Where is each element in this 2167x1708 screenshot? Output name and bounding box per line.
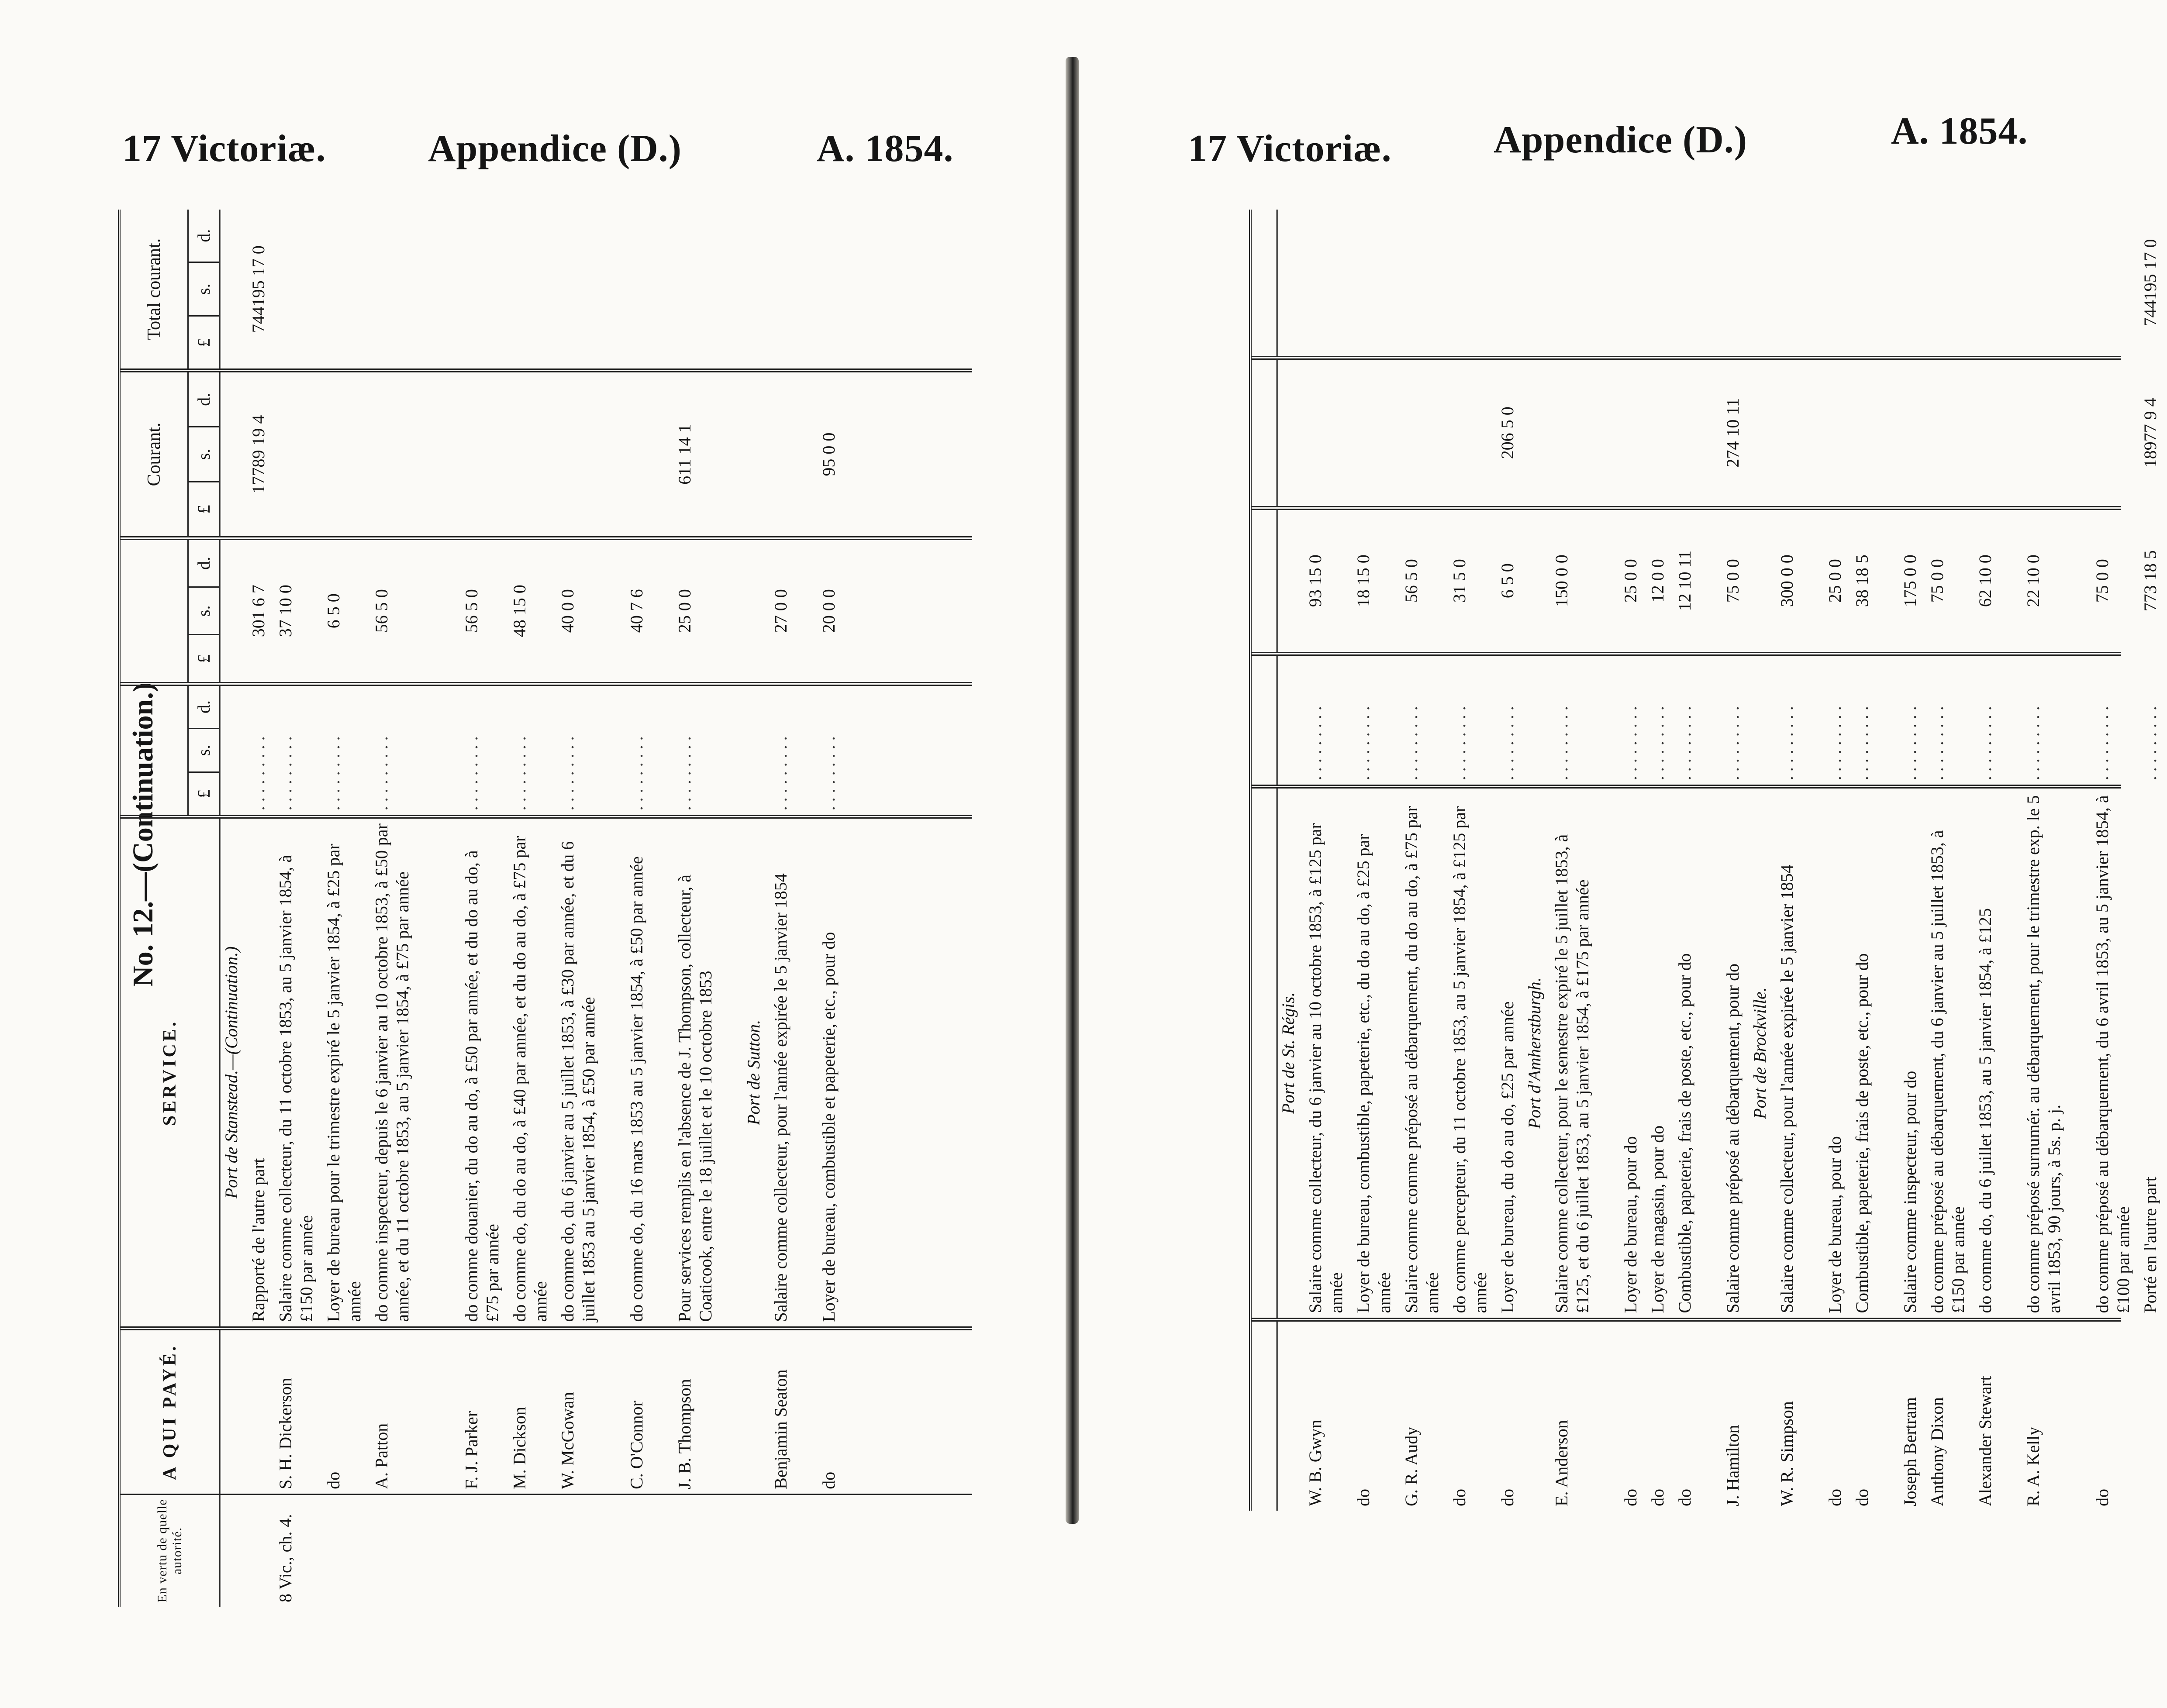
total-cell	[1852, 210, 1900, 356]
payee-cell: J. B. Thompson	[675, 1379, 694, 1489]
courant-cell	[1825, 360, 1852, 506]
blank-lsd-column	[121, 682, 972, 815]
payee-cell: W. B. Gwyn	[1305, 1419, 1325, 1506]
total-cell	[1401, 210, 1449, 356]
total-cell	[1278, 210, 1305, 356]
courant-cell	[1524, 360, 1551, 506]
header-appendix: Appendice (D.)	[1494, 119, 1748, 161]
amount-cell: 75 0 0	[2092, 559, 2112, 603]
service-cell: do comme do, du 16 mars 1853 au 5 janvier 1854, à £50 par année	[627, 856, 646, 1322]
service-cell: Salaire comme comme préposé au débarquement, du do au do, à £75 par année	[1401, 806, 1442, 1313]
courant-cell	[743, 372, 770, 536]
payee-cell: E. Anderson	[1552, 1420, 1571, 1506]
service-header: SERVICE.	[121, 819, 221, 1326]
total-cell	[1449, 210, 1497, 356]
service-cell: Pour services remplis en l'absence de J. Thompson, collecteur, à Coaticook, entre le 18 juillet et le 10 octobre 1853	[675, 875, 715, 1322]
courant-cell	[371, 372, 461, 536]
service-column	[121, 815, 972, 1326]
service-cell: Combustible, papeterie, frais de poste, etc., pour do	[1675, 953, 1694, 1313]
amount-cell: 56 5 0	[462, 589, 481, 633]
pence-unit: d.	[194, 556, 214, 570]
amount-cell: 93 15 0	[1305, 554, 1325, 607]
amount-cell: 301 6 7	[248, 585, 268, 637]
total-cell: 744195 17 0	[248, 245, 268, 333]
total-cell	[557, 210, 626, 368]
amount-cell: 773 18 5	[2140, 550, 2160, 612]
amount-cell: 40 7 6	[627, 589, 646, 633]
courant-cell	[1353, 360, 1401, 506]
total-cell	[770, 210, 818, 368]
total-cell	[461, 210, 509, 368]
blank-amount-cell	[1278, 656, 1305, 785]
amount-cell: 25 0 0	[675, 589, 694, 633]
service-cell: Loyer de bureau, combustible, papeterie, etc., du do au do, à £25 par année	[1353, 834, 1394, 1313]
pence-unit: d.	[194, 229, 214, 242]
payee-cell: C. O'Connor	[627, 1401, 646, 1489]
payee-cell: Benjamin Seaton	[771, 1369, 790, 1489]
service-cell: Salaire comme collecteur, pour l'année expirée le 5 janvier 1854	[1777, 864, 1797, 1313]
blank-amount-cell: . . . . . . . . .	[1723, 706, 1743, 781]
service-cell: Salaire comme inspecteur, pour do	[1900, 1071, 1920, 1313]
total-cell: 744195 17 0	[2140, 239, 2160, 327]
courant-cell	[557, 372, 626, 536]
pound-unit: £	[189, 771, 219, 815]
blank-amount-cell: . . . . . . . . .	[510, 736, 529, 811]
payee-cell	[2140, 1322, 2167, 1511]
payee-cell: S. H. Dickerson	[276, 1377, 295, 1489]
service-cell: Combustible, papeterie, frais de poste, etc., pour do	[1852, 953, 1872, 1313]
blank-amount-cell	[743, 686, 770, 815]
shilling-unit: s.	[189, 728, 219, 771]
amount-cell: 20 0 0	[819, 589, 839, 633]
amount-cell: 175 0 0	[1900, 554, 1920, 607]
blank-amount-cell	[1524, 656, 1551, 785]
payee-cell: Joseph Bertram	[1900, 1397, 1920, 1506]
blank-amount-cell: . . . . . . . . .	[1927, 706, 1947, 781]
payee-cell: G. R. Audy	[1401, 1426, 1421, 1506]
header-session: 17 Victoriæ.	[122, 127, 326, 170]
courant-column	[1252, 356, 2160, 506]
total-cell	[1722, 210, 1749, 356]
courant-cell	[2092, 360, 2140, 506]
payee-cell	[248, 1330, 275, 1494]
courant-cell	[1975, 360, 2023, 506]
courant-cell: 206 5 0	[1498, 406, 1517, 459]
total-cell	[1353, 210, 1401, 356]
payee-cell: W. McGowan	[558, 1391, 577, 1489]
service-cell: Loyer de bureau, pour do	[1621, 1136, 1640, 1313]
authority-cell	[818, 1495, 866, 1607]
authority-cell	[323, 1495, 371, 1607]
blank-lsd-column	[1252, 652, 2160, 785]
blank-amount-cell: . . . . . . . . .	[819, 736, 839, 811]
total-cell	[2092, 210, 2140, 356]
amount-column	[1252, 506, 2160, 652]
payee-cell: R. A. Kelly	[2023, 1426, 2043, 1506]
service-cell: do comme préposé au débarquement, du 6 janvier au 5 juillet 1853, à £150 par année	[1927, 830, 1968, 1313]
service-cell: Rapporté de l'autre part	[248, 1158, 268, 1322]
total-cell	[674, 210, 743, 368]
amount-cell	[743, 540, 770, 682]
amount-cell: 75 0 0	[1723, 559, 1743, 603]
service-cell: do comme do, du do au do, à £40 par année, et du do au do, à £75 par année	[510, 836, 550, 1322]
total-cell	[509, 210, 557, 368]
authority-cell	[557, 1495, 626, 1607]
courant-cell	[1852, 360, 1900, 506]
payee-cell: A. Patton	[372, 1423, 391, 1489]
payee-cell: J. Hamilton	[1723, 1425, 1743, 1506]
blank-amount-cell: . . . . . . . . .	[276, 736, 295, 811]
total-cell	[1620, 210, 1647, 356]
amount-cell: 150 0 0	[1552, 554, 1571, 607]
payee-cell: do	[324, 1471, 343, 1489]
blank-amount-cell: . . . . . . . . .	[1353, 706, 1373, 781]
amount-cell: 27 0 0	[771, 589, 790, 633]
authority-header: En vertu de quelle autorité.	[121, 1495, 221, 1607]
total-cell	[818, 210, 866, 368]
courant-cell	[461, 372, 509, 536]
total-cell	[275, 210, 323, 368]
header-session: 17 Victoriæ.	[1188, 127, 1392, 170]
shilling-unit: s.	[189, 586, 219, 634]
courant-cell	[1401, 360, 1449, 506]
amount-cell: 75 0 0	[1927, 559, 1947, 603]
header-appendix: Appendice (D.)	[428, 127, 682, 170]
payee-cell	[1749, 1322, 1777, 1511]
total-cell	[1777, 210, 1825, 356]
courant-column	[121, 368, 972, 536]
service-cell: do comme do, du 6 juillet 1853, au 5 janvier 1854, à £125	[1975, 908, 1995, 1313]
blank-amount-cell: . . . . . . . . .	[2023, 706, 2043, 781]
total-cell	[371, 210, 461, 368]
amount-cell: 56 5 0	[372, 589, 391, 633]
amount-cell: 31 5 0	[1449, 559, 1469, 603]
authority-cell	[626, 1495, 674, 1607]
payee-cell: do	[1825, 1489, 1845, 1506]
courant-cell	[626, 372, 674, 536]
amount-cell: 62 10 0	[1975, 554, 1995, 607]
port-heading: Port d'Amherstburgh.	[1525, 977, 1544, 1129]
total-cell	[1927, 210, 1975, 356]
payee-cell: do	[2092, 1489, 2112, 1506]
blank-amount-cell: . . . . . . . . .	[1975, 706, 1995, 781]
total-cell	[1825, 210, 1852, 356]
blank-amount-cell: . . . . . . . . .	[1552, 706, 1571, 781]
payee-cell: do	[1852, 1489, 1872, 1506]
total-column	[1252, 210, 2160, 356]
blank-amount-cell: . . . . . . . . .	[1777, 706, 1797, 781]
blank-amount-cell: . . . . . . . . .	[1621, 706, 1640, 781]
total-cell	[2023, 210, 2092, 356]
left-page	[0, 0, 1057, 1708]
service-cell: do comme percepteur, du 11 octobre 1853, au 5 janvier 1854, à £125 par année	[1449, 806, 1490, 1313]
service-cell: Salaire comme collecteur, pour le semestre expiré le 5 juillet 1853, à £125, et du 6 juillet 1853, au 5 janvier 1854, à £175 par année	[1552, 834, 1592, 1313]
amount-cell	[1278, 510, 1305, 652]
service-cell: Loyer de bureau pour le trimestre expiré le 5 janvier 1854, à £25 par année	[324, 844, 364, 1322]
blank-amount-cell	[221, 686, 248, 815]
courant-cell	[2023, 360, 2092, 506]
service-cell: Salaire comme préposé au débarquement, pour do	[1723, 963, 1743, 1313]
blank-amount-cell: . . . . . . . . .	[1401, 706, 1421, 781]
courant-cell: 18977 9 4	[2140, 398, 2160, 468]
payee-cell: do	[1648, 1489, 1667, 1506]
amount-cell	[1749, 510, 1777, 652]
total-cell	[221, 210, 248, 368]
courant-cell	[1449, 360, 1497, 506]
amount-cell: 56 5 0	[1401, 559, 1421, 603]
service-cell: do comme préposé au débarquement, du 6 avril 1853, au 5 janvier 1854, à £100 par année	[2092, 795, 2133, 1313]
left-table	[118, 210, 970, 1607]
payee-cell: do	[1621, 1489, 1640, 1506]
payee-column	[1252, 1318, 2121, 1511]
amount-column	[121, 536, 972, 682]
amount-cell: 40 0 0	[558, 589, 577, 633]
total-cell	[1497, 210, 1524, 356]
authority-cell	[770, 1495, 818, 1607]
payee-cell: Alexander Stewart	[1975, 1376, 1995, 1506]
amount-cell: 38 18 5	[1852, 554, 1872, 607]
amount-cell: 18 15 0	[1353, 554, 1373, 607]
total-cell	[1551, 210, 1620, 356]
amount-cell: 25 0 0	[1825, 559, 1845, 603]
service-cell: Loyer de bureau, combustible et papeterie, etc., pour do	[819, 932, 839, 1322]
amount-cell: 6 5 0	[324, 593, 343, 629]
service-cell: do comme préposé surnumér. au débarquement, pour le trimestre exp. le 5 avril 1853, 90 jours, à 5s. p. j.	[2023, 795, 2064, 1313]
amount-cell: 25 0 0	[1621, 559, 1640, 603]
total-cell	[1305, 210, 1353, 356]
courant-cell	[1674, 360, 1722, 506]
port-heading: Port de Stanstead.—(Continuation.)	[221, 946, 241, 1199]
pound-unit: £	[189, 634, 219, 682]
payee-cell: do	[1449, 1489, 1469, 1506]
service-cell: Loyer de bureau, du do au do, £25 par année	[1498, 1001, 1517, 1313]
payee-cell: Anthony Dixon	[1927, 1397, 1947, 1506]
total-cell	[323, 210, 371, 368]
blank-amount-cell: . . . . . . . . .	[324, 736, 343, 811]
payee-cell: do	[1353, 1489, 1373, 1506]
amount-cell: 48 15 0	[510, 585, 529, 637]
amount-cell	[1524, 510, 1551, 652]
courant-cell: 17789 19 4	[248, 415, 268, 494]
authority-column	[121, 1494, 972, 1607]
courant-header: Courant.	[144, 422, 164, 486]
service-cell: Loyer de magasin, pour do	[1648, 1125, 1667, 1313]
total-cell	[1524, 210, 1551, 356]
courant-cell	[1278, 360, 1305, 506]
payee-cell	[743, 1330, 770, 1494]
total-cell	[626, 210, 674, 368]
courant-cell: 611 14 1	[675, 424, 694, 485]
courant-cell	[1305, 360, 1353, 506]
authority-cell: 8 Vic., ch. 4.	[276, 1514, 295, 1602]
payee-cell: do	[1498, 1489, 1517, 1506]
total-cell	[743, 210, 770, 368]
blank-amount-cell: . . . . . . . . .	[2092, 706, 2112, 781]
total-cell	[1674, 210, 1722, 356]
courant-cell	[323, 372, 371, 536]
service-cell: do comme douanier, du do au do, à £50 par année, et du do au do, à £75 par année	[462, 850, 502, 1322]
total-header: Total courant.	[144, 238, 164, 340]
table-title: No. 12.—(Continuation.)	[127, 682, 159, 987]
header-year: A. 1854.	[1891, 110, 2028, 152]
pound-unit: £	[189, 481, 219, 536]
amount-cell: 12 10 11	[1675, 550, 1694, 611]
blank-amount-cell	[1749, 656, 1777, 785]
blank-amount-cell: . . . . . . . . .	[1852, 706, 1872, 781]
blank-amount-cell: . . . . . . . . .	[1825, 706, 1845, 781]
total-cell	[1975, 210, 2023, 356]
courant-cell	[1647, 360, 1674, 506]
service-cell: do comme do, du 6 janvier au 5 juillet 1853, à £30 par année, et du 6 juillet 1853 au 5 janvier 1854, à £50 par année	[558, 841, 598, 1322]
pence-unit: d.	[194, 393, 214, 406]
amount-cell	[221, 540, 248, 682]
header-year: A. 1854.	[817, 127, 954, 170]
courant-cell	[275, 372, 323, 536]
right-page	[1105, 0, 2167, 1708]
port-heading: Port de St. Régis.	[1278, 992, 1298, 1114]
total-cell	[1900, 210, 1927, 356]
blank-amount-cell: . . . . . . . . .	[1900, 706, 1920, 781]
service-column	[1252, 785, 2160, 1317]
blank-amount-cell: . . . . . . . . .	[1498, 706, 1517, 781]
amount-cell: 37 10 0	[276, 585, 295, 637]
amount-cell: 300 0 0	[1777, 554, 1797, 607]
authority-cell	[674, 1495, 743, 1607]
courant-cell: 95 0 0	[819, 432, 839, 476]
right-table	[1249, 210, 2160, 1511]
authority-cell	[509, 1495, 557, 1607]
blank-amount-cell: . . . . . . . . .	[462, 736, 481, 811]
courant-cell	[509, 372, 557, 536]
courant-cell	[770, 372, 818, 536]
courant-cell	[1777, 360, 1825, 506]
pound-unit: £	[189, 315, 219, 368]
authority-cell	[461, 1495, 509, 1607]
payee-cell: F. J. Parker	[462, 1411, 481, 1489]
payee-cell	[1278, 1322, 1305, 1511]
total-cell	[1749, 210, 1777, 356]
service-cell: do comme inspecteur, depuis le 6 janvier au 10 octobre 1853, à £50 par année, et du 11 octobre 1853, au 5 janvier 1854, à £75 par année	[372, 823, 412, 1322]
service-cell: Salaire comme collecteur, pour l'année expirée le 5 janvier 1854	[771, 873, 790, 1322]
amount-cell: 6 5 0	[1498, 563, 1517, 599]
blank-amount-cell: . . . . . . . . .	[2140, 706, 2160, 781]
blank-amount-cell: . . . . . . . . .	[558, 736, 577, 811]
blank-amount-cell: . . . . . . . . .	[627, 736, 646, 811]
total-column	[121, 210, 972, 368]
service-cell: Salaire comme collecteur, du 11 octobre 1853, au 5 janvier 1854, à £150 par année	[276, 854, 316, 1322]
courant-cell	[1749, 360, 1777, 506]
blank-amount-cell: . . . . . . . . .	[1648, 706, 1667, 781]
courant-cell	[1551, 360, 1620, 506]
payee-cell: do	[1675, 1489, 1694, 1506]
courant-cell	[1900, 360, 1927, 506]
payee-cell	[1524, 1322, 1551, 1511]
authority-cell	[248, 1495, 275, 1607]
payee-cell: M. Dickson	[510, 1407, 529, 1489]
service-cell: Loyer de bureau, pour do	[1825, 1136, 1845, 1313]
book-gutter	[1066, 57, 1079, 1524]
amount-cell: 22 10 0	[2023, 554, 2043, 607]
total-cell	[1647, 210, 1674, 356]
blank-amount-cell: . . . . . . . . .	[1675, 706, 1694, 781]
blank-amount-cell: . . . . . . . . .	[248, 736, 268, 811]
payee-header: A QUI PAYÉ.	[121, 1330, 221, 1494]
authority-cell	[743, 1495, 770, 1607]
blank-amount-cell: . . . . . . . . .	[675, 736, 694, 811]
port-heading: Port de Sutton.	[744, 1019, 763, 1126]
courant-cell	[1620, 360, 1647, 506]
authority-cell	[371, 1495, 461, 1607]
payee-column	[121, 1326, 972, 1494]
authority-cell	[221, 1495, 248, 1607]
blank-amount-cell: . . . . . . . . .	[1305, 706, 1325, 781]
blank-amount-cell: . . . . . . . . .	[1449, 706, 1469, 781]
shilling-unit: s.	[189, 426, 219, 481]
service-cell: Salaire comme collecteur, du 6 janvier au 10 octobre 1853, à £125 par année	[1305, 823, 1346, 1313]
payee-cell: W. R. Simpson	[1777, 1401, 1797, 1506]
courant-cell: 274 10 11	[1723, 398, 1743, 468]
blank-amount-cell: . . . . . . . . .	[771, 736, 790, 811]
blank-amount-cell: . . . . . . . . .	[372, 736, 391, 811]
amount-cell: 12 0 0	[1648, 559, 1667, 603]
payee-cell: do	[819, 1471, 839, 1489]
courant-cell	[221, 372, 248, 536]
courant-cell	[1927, 360, 1975, 506]
service-cell: Porté en l'autre part	[2140, 1177, 2160, 1313]
port-heading: Port de Brockville.	[1750, 987, 1770, 1119]
pence-unit: d.	[194, 700, 214, 714]
shilling-unit: s.	[189, 262, 219, 315]
payee-cell	[221, 1330, 248, 1494]
